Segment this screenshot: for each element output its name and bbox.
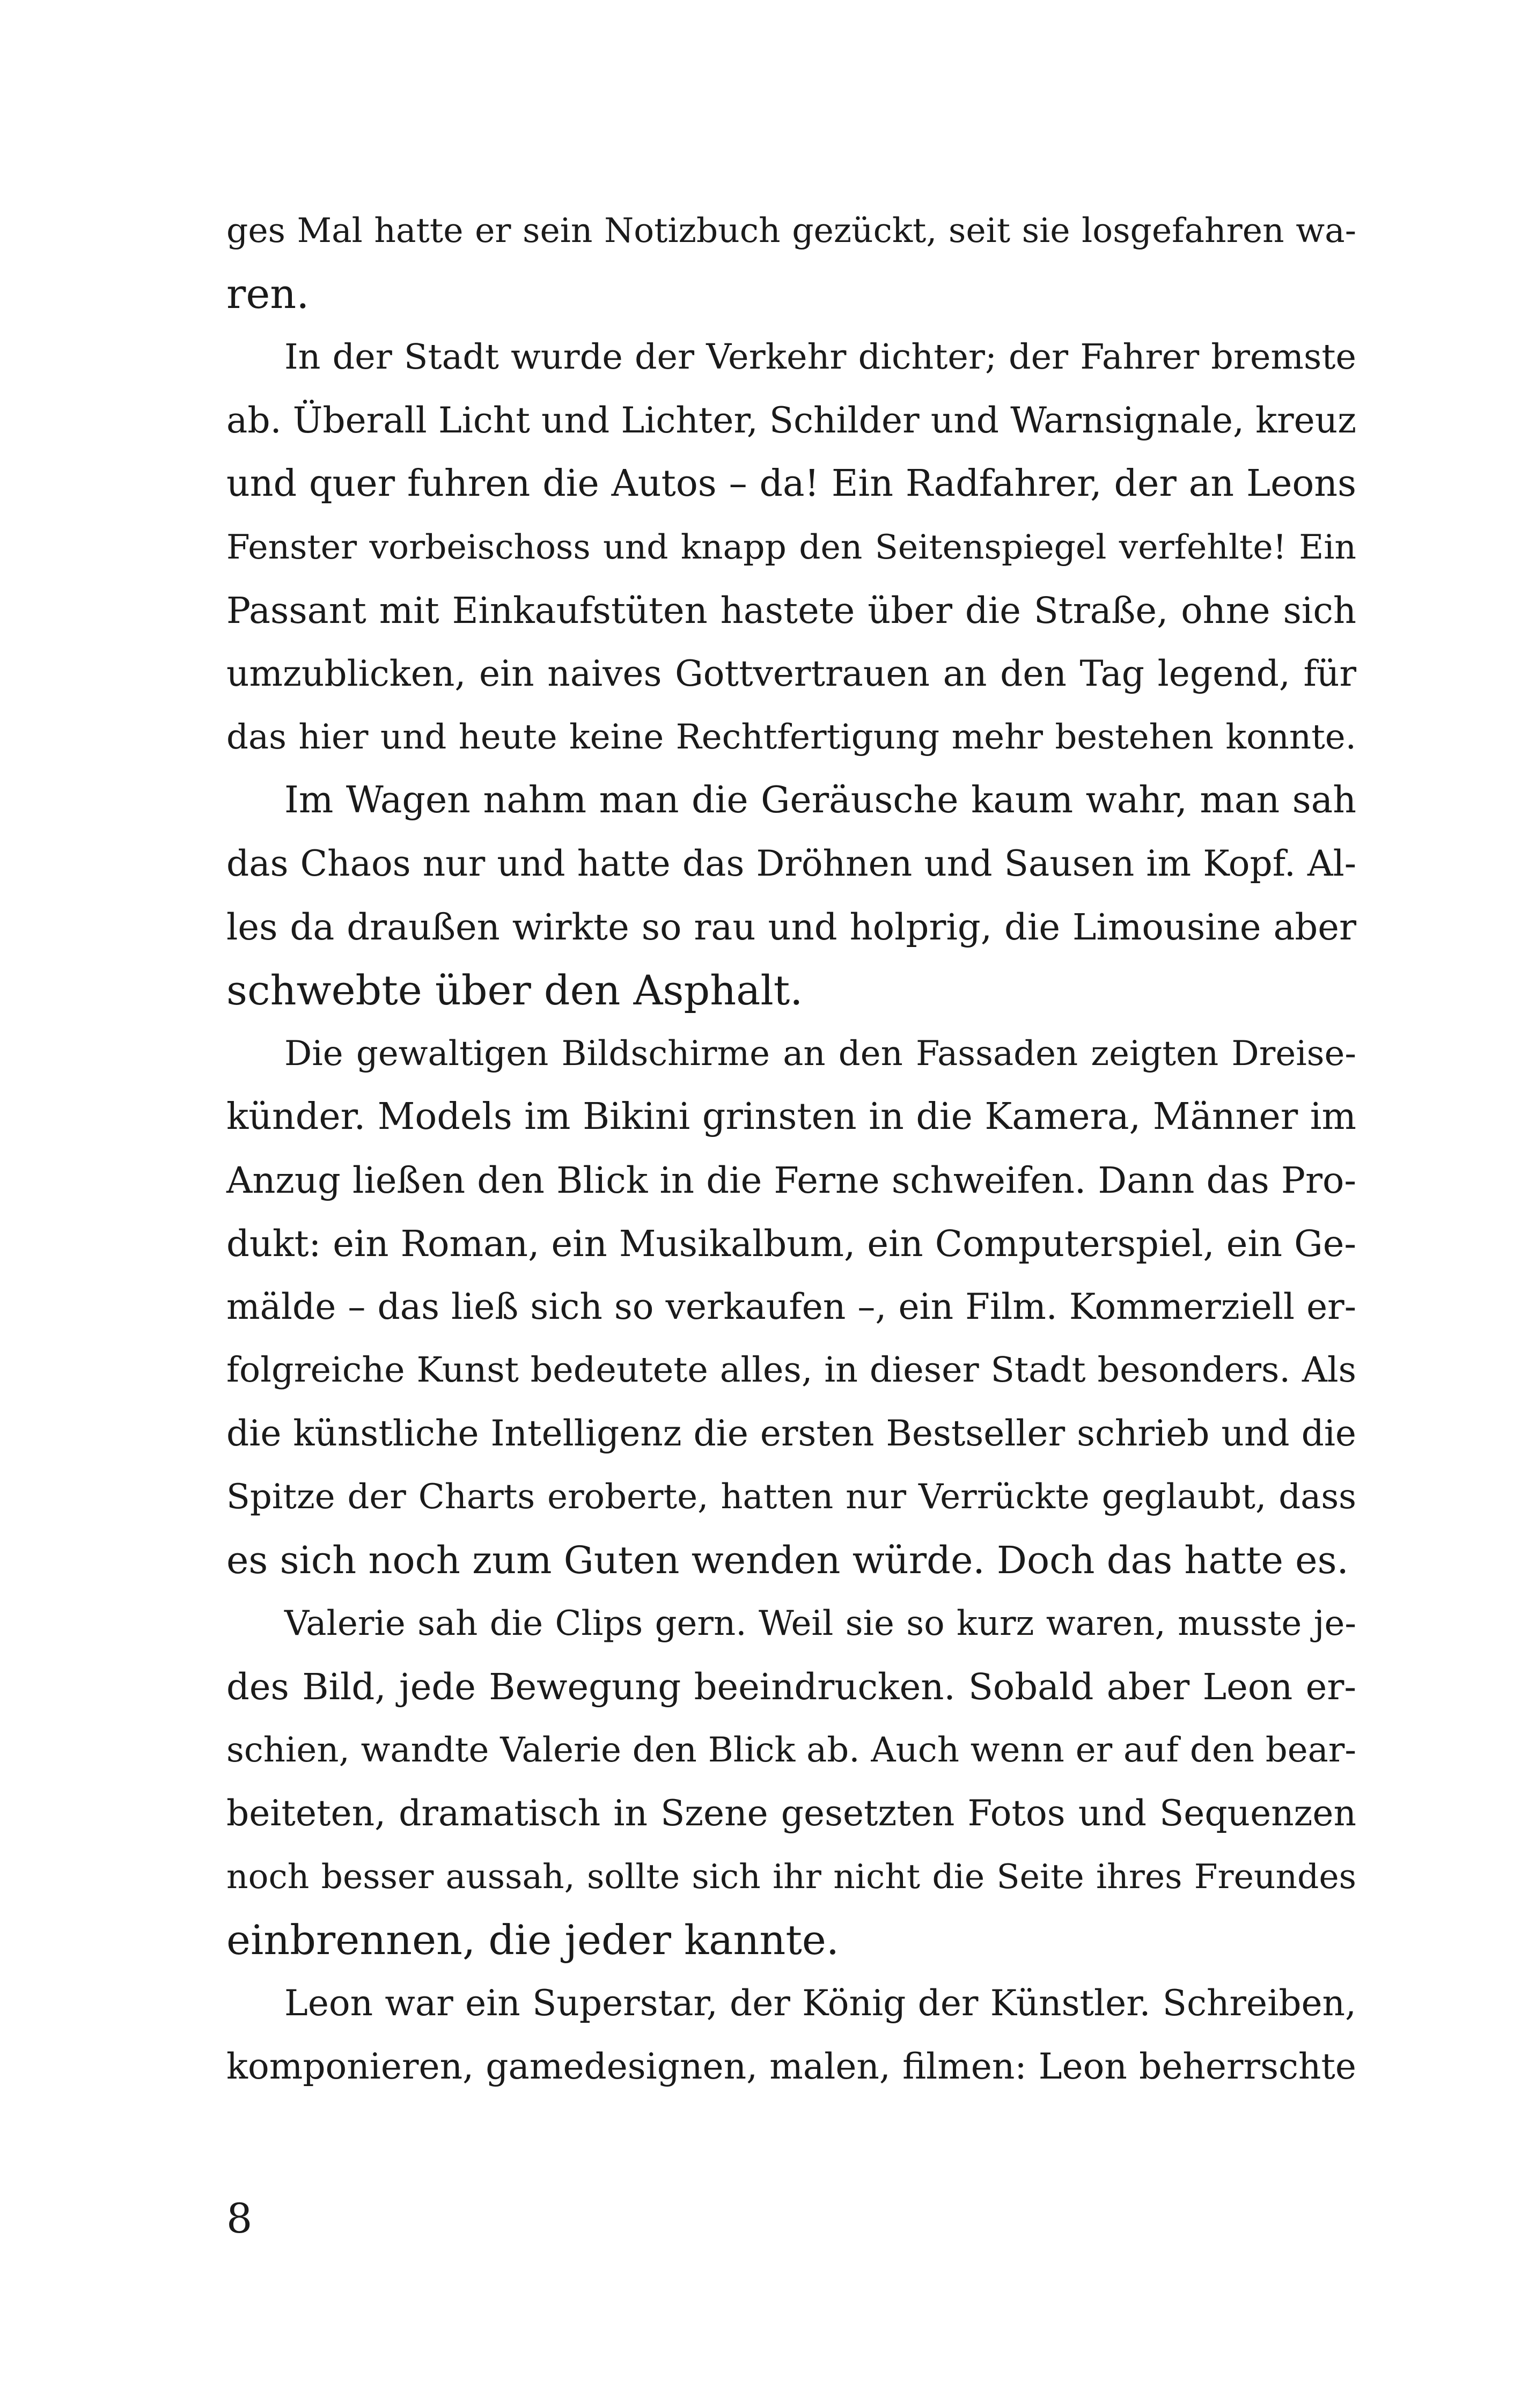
text-line: Passant mit Einkaufstüten hastete über die Straße, ohne sich bbox=[226, 590, 1356, 632]
text-line: Fenster vorbeischoss und knapp den Seitenspiegel verfehlte! Ein bbox=[226, 527, 1356, 567]
text-line: und quer fuhren die Autos – da! Ein Radfahrer, der an Leons bbox=[226, 462, 1356, 505]
text-line: komponieren, gamedesignen, malen, filmen: Leon beherrschte bbox=[226, 2046, 1356, 2087]
text-line: Anzug ließen den Blick in die Ferne schweifen. Dann das Pro- bbox=[226, 1159, 1356, 1201]
text-line: das Chaos nur und hatte das Dröhnen und Sausen im Kopf. Al- bbox=[226, 843, 1356, 884]
text-line: des Bild, jede Bewegung beeindrucken. Sobald aber Leon er- bbox=[226, 1666, 1356, 1708]
text-line: einbrennen, die jeder kannte. bbox=[226, 1916, 840, 1964]
text-line: umzublicken, ein naives Gottvertrauen an den Tag legend, für bbox=[226, 653, 1356, 694]
text-line: beiteten, dramatisch in Szene gesetzten Fotos und Sequenzen bbox=[226, 1793, 1356, 1834]
text-line: noch besser aussah, sollte sich ihr nicht die Seite ihres Freundes bbox=[226, 1857, 1356, 1896]
text-line: ab. Überall Licht und Lichter, Schilder und Warnsignale, kreuz bbox=[226, 400, 1356, 441]
text-line: schien, wandte Valerie den Blick ab. Auch wenn er auf den bear- bbox=[226, 1730, 1356, 1770]
text-line: schwebte über den Asphalt. bbox=[226, 966, 803, 1014]
page-number: 8 bbox=[226, 2194, 253, 2242]
text-line: Leon war ein Superstar, der König der Künstler. Schreiben, bbox=[284, 1983, 1356, 2024]
text-line: künder. Models im Bikini grinsten in die Kamera, Männer im bbox=[226, 1096, 1356, 1138]
text-line: dukt: ein Roman, ein Musikalbum, ein Computerspiel, ein Ge- bbox=[226, 1223, 1356, 1265]
text-line: Spitze der Charts eroberte, hatten nur Verrückte geglaubt, dass bbox=[226, 1477, 1356, 1517]
text-line: es sich noch zum Guten wenden würde. Doch das hatte es. bbox=[226, 1538, 1349, 1582]
text-line: Im Wagen nahm man die Geräusche kaum wahr, man sah bbox=[284, 779, 1356, 821]
text-line: mälde – das ließ sich so verkaufen –, ein Film. Kommerziell er- bbox=[226, 1286, 1356, 1327]
text-line: In der Stadt wurde der Verkehr dichter; der Fahrer bremste bbox=[284, 337, 1356, 377]
text-line: ren. bbox=[226, 270, 310, 318]
text-line: Die gewaltigen Bildschirme an den Fassaden zeigten Dreise- bbox=[284, 1034, 1356, 1074]
text-line: folgreiche Kunst bedeutete alles, in dieser Stadt besonders. Als bbox=[226, 1350, 1356, 1390]
text-line: les da draußen wirkte so rau und holprig, die Limousine aber bbox=[226, 906, 1356, 948]
text-line: die künstliche Intelligenz die ersten Bestseller schrieb und die bbox=[226, 1413, 1356, 1454]
text-line: ges Mal hatte er sein Notizbuch gezückt, seit sie losgefahren wa- bbox=[226, 211, 1356, 250]
text-line: Valerie sah die Clips gern. Weil sie so kurz waren, musste je- bbox=[284, 1604, 1356, 1643]
text-line: das hier und heute keine Rechtfertigung mehr bestehen konnte. bbox=[226, 717, 1356, 757]
